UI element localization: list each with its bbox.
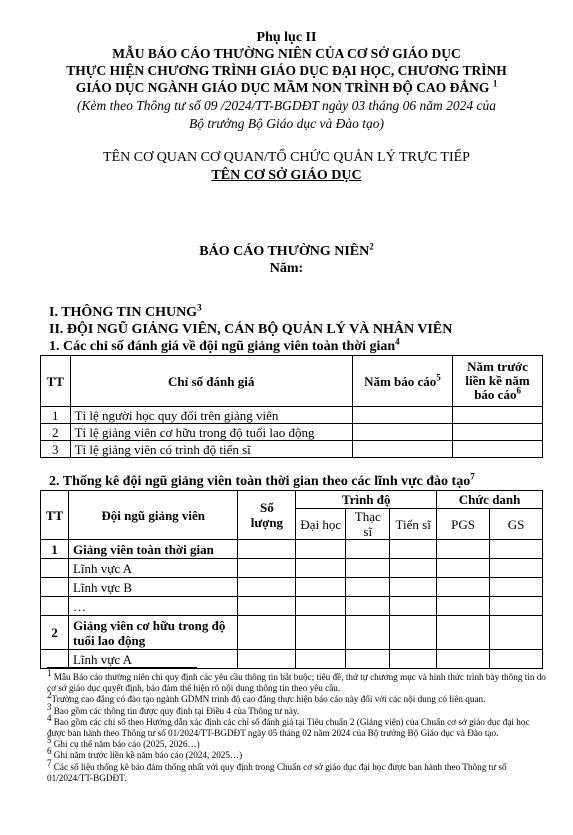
footnote-item: $^5$ Ghi cụ thể năm báo cáo (2025, 2026…): [47, 735, 200, 750]
section-2-heading: II. ĐỘI NGŨ GIẢNG VIÊN, CÁN BỘ QUẢN LÝ VÀ NHÂN VIÊN: [49, 322, 453, 337]
footnote-ref: 1: [492, 78, 498, 89]
section-1-heading: I. THÔNG TIN CHUNG$^3$: [49, 302, 202, 320]
row-tt: 3: [41, 441, 71, 458]
column-header-indicator: Chỉ số đánh giá: [70, 356, 352, 407]
row-tt: [41, 597, 69, 616]
school-name: TÊN CƠ SỞ GIÁO DỤC: [211, 168, 362, 183]
row-cell-report-year: [352, 441, 452, 458]
column-header-level: Trình độ: [296, 491, 437, 509]
footnote-item: $^2$Trường cao đẳng có đào tạo ngành GDMN trình độ cao đẳng thực hiện báo cáo này đối với các nội dung có liên quan.: [47, 690, 486, 705]
row-label: Tỉ lệ giảng viên cơ hữu trong độ tuổi lao động: [70, 424, 352, 441]
row-cell-report-year: [352, 407, 452, 424]
row-label: Lĩnh vực A: [68, 650, 237, 669]
row-tt: 2: [41, 616, 69, 650]
row-cell-report-year: [352, 424, 452, 441]
table-row: [41, 407, 543, 424]
column-header-staff: Đội ngũ giảng viên: [68, 491, 237, 540]
column-header-title: Chức danh: [437, 491, 543, 509]
table-row: [41, 424, 543, 441]
table-row: [41, 650, 543, 669]
row-tt: [41, 578, 69, 597]
indicator-table: [40, 355, 543, 458]
footnote-ref: 7: [470, 471, 475, 482]
attachment-line-1: (Kèm theo Thông tư số 09 /2024/TT-BGDĐT ngày 03 tháng 06 năm 2024 của: [77, 98, 496, 113]
row-label: Lĩnh vực B: [68, 578, 237, 597]
table-header-row: [41, 356, 543, 407]
table-row: [41, 559, 543, 578]
main-title-line-1: MẪU BÁO CÁO THƯỜNG NIÊN CỦA CƠ SỞ GIÁO DỤC: [112, 46, 461, 61]
row-tt: 2: [41, 424, 71, 441]
column-header-tt: TT: [41, 491, 69, 540]
table-row: [41, 540, 543, 559]
column-header-report-year: Năm báo cáo$^5$: [352, 356, 452, 407]
row-label: Lĩnh vực A: [68, 559, 237, 578]
report-year: Năm:: [269, 261, 304, 276]
row-cell-previous-year: [453, 424, 543, 441]
staff-statistics-table: [40, 490, 543, 669]
row-label: Tỉ lệ người học quy đổi trên giảng viên: [70, 407, 352, 424]
row-label: Giảng viên cơ hữu trong độ tuổi lao động: [68, 616, 237, 650]
footnote-ref: 4: [395, 336, 400, 347]
row-cell-previous-year: [453, 441, 543, 458]
table-row: [41, 441, 543, 458]
table-2-heading: 2. Thống kê đội ngũ giảng viên toàn thời gian theo các lĩnh vực đào tạo$^7$: [49, 471, 475, 489]
report-title: BÁO CÁO THƯỜNG NIÊN$^2$: [199, 241, 374, 259]
subheader-doctor: Tiến sĩ: [390, 509, 437, 540]
row-tt: [41, 559, 69, 578]
attachment-line-2: Bộ trưởng Bộ Giáo dục và Đào tạo): [189, 116, 384, 131]
subheader-associate-professor: PGS: [437, 509, 490, 540]
column-header-tt: TT: [41, 356, 71, 407]
footnote-ref: 2: [369, 241, 374, 252]
footnote-item: $^3$ Bao gồm các thông tin được quy định tại Điều 4 của Thông tư này.: [47, 701, 300, 716]
row-tt: 1: [41, 540, 69, 559]
table-row: [41, 616, 543, 650]
footnote-item: $^1$ Mẫu Báo cáo thường niên chỉ quy định các yêu cầu thông tin bắt buộc; tiêu đề, thứ tự chương mục và hình thức trình bày thông tin do cơ sở giáo dục quyết định, bảo đảm thể hiện rõ nội dung thông tin theo yêu cầu.: [47, 667, 546, 694]
footnote-item: $^4$ Bao gồm các chỉ số theo Hướng dẫn xác định các chỉ số đánh giá tại Tiêu chuẩn 2 (Giảng viên) của Chuẩn cơ sở giáo dục đại học được ban hành theo Thông tư số 01/2024/TT-BGDĐT ngày 05 tháng 02 năm 2024 của Bộ trưởng Bộ Giáo dục và Đào tạo.: [47, 712, 530, 739]
footnotes: [47, 667, 547, 784]
appendix-label: Phụ lục II: [256, 30, 317, 45]
column-header-previous-year: Năm trước liền kề năm báo cáo$^6$: [453, 356, 543, 407]
row-cell-previous-year: [453, 407, 543, 424]
row-label: Tỉ lệ giảng viên có trình độ tiến sĩ: [70, 441, 352, 458]
subheader-master: Thạc sĩ: [346, 509, 390, 540]
footnote-divider: [47, 667, 197, 668]
row-label: …: [68, 597, 237, 616]
table-row: [41, 597, 543, 616]
row-tt: [41, 650, 69, 669]
table-header-row: [41, 491, 543, 509]
row-tt: 1: [41, 407, 71, 424]
main-title-line-3: GIÁO DỤC NGÀNH GIÁO DỤC MẦM NON TRÌNH ĐỘ CAO ĐẲNG $^1$: [75, 78, 498, 95]
table-1-heading: 1. Các chỉ số đánh giá về đội ngũ giảng viên toàn thời gian$^4$: [49, 336, 400, 354]
footnote-item: $^7$ Các số liệu thống kê bảo đảm thống nhất với quy định trong Chuẩn cơ sở giáo dục đại học được ban hành theo Thông tư số 01/2024/TT-BGDĐT.: [47, 757, 507, 783]
footnote-ref: 3: [197, 302, 202, 313]
agency-name: TÊN CƠ QUAN CƠ QUAN/TỔ CHỨC QUẢN LÝ TRỰC TIẾP: [103, 150, 470, 165]
subheader-professor: GS: [490, 509, 543, 540]
row-label: Giảng viên toàn thời gian: [68, 540, 237, 559]
column-header-quantity: Số lượng: [238, 491, 296, 540]
footnote-item: $^6$ Ghi năm trước liền kề năm báo cáo (2024, 2025…): [47, 746, 243, 761]
table-row: [41, 578, 543, 597]
subheader-bachelor: Đại học: [296, 509, 346, 540]
main-title-line-2: THỰC HIỆN CHƯƠNG TRÌNH GIÁO DỤC ĐẠI HỌC, CHƯƠNG TRÌNH: [66, 63, 507, 78]
